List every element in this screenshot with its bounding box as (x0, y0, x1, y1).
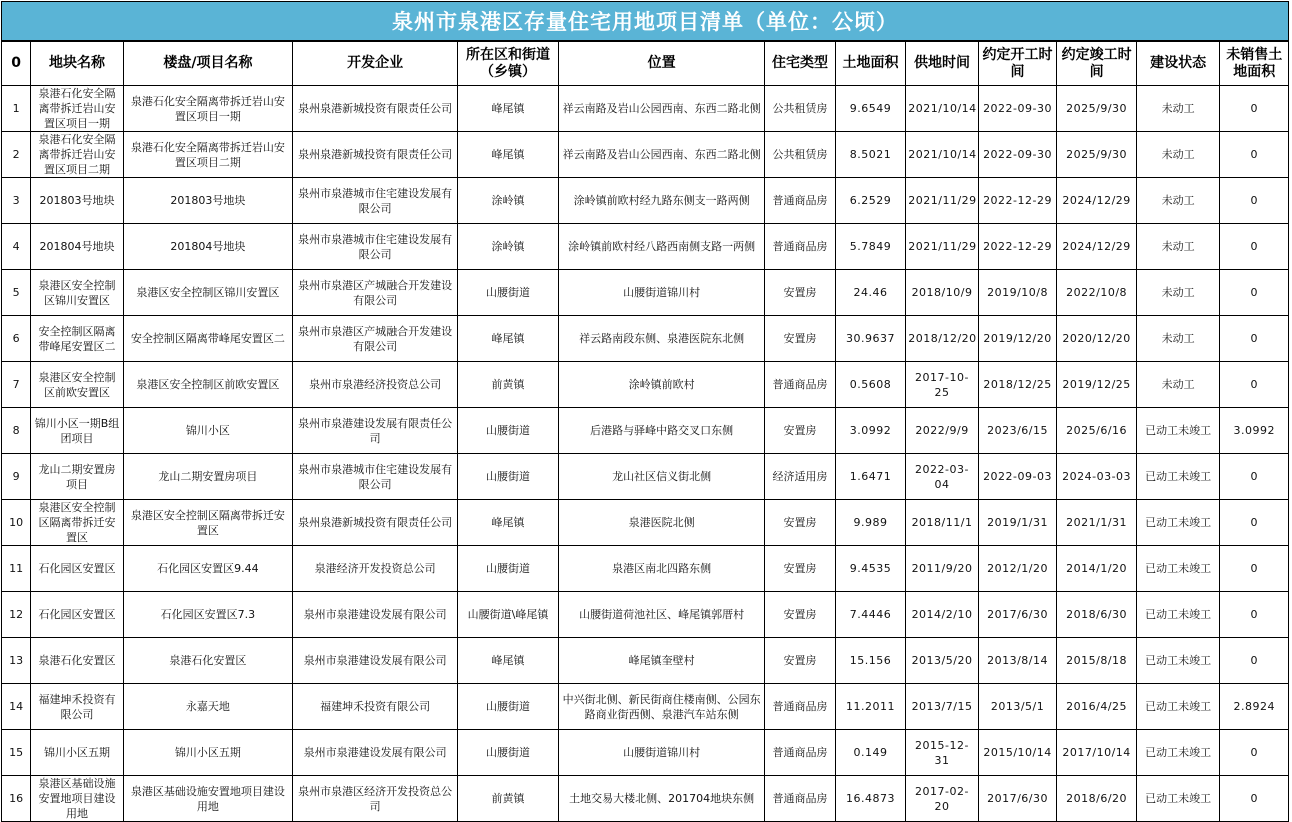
cell-developer: 泉州市泉港建设发展有限责任公司 (293, 408, 458, 454)
table-row (2, 592, 1289, 638)
cell-status: 已动工未竣工 (1136, 546, 1220, 592)
cell-unsold-area: 0 (1220, 592, 1289, 638)
cell-housing-type: 普通商品房 (765, 684, 835, 730)
cell-project-name: 泉港区基础设施安置地项目建设用地 (123, 776, 292, 822)
cell-housing-type: 安置房 (765, 500, 835, 546)
cell-project-name: 龙山二期安置房项目 (123, 454, 292, 500)
cell-developer: 泉州泉港新城投资有限责任公司 (293, 500, 458, 546)
cell-developer: 泉州市泉港建设发展有限公司 (293, 592, 458, 638)
cell-plot-name: 泉港区基础设施安置地项目建设用地 (31, 776, 124, 822)
cell-unsold-area: 0 (1220, 730, 1289, 776)
cell-plot-name: 锦川小区五期 (31, 730, 124, 776)
cell-housing-type: 普通商品房 (765, 362, 835, 408)
cell-land-area: 7.4446 (835, 592, 905, 638)
cell-unsold-area: 0 (1220, 776, 1289, 822)
cell-supply-date: 2017-10-25 (906, 362, 979, 408)
cell-status: 已动工未竣工 (1136, 730, 1220, 776)
cell-start-date: 2022-09-30 (978, 86, 1057, 132)
cell-start-date: 2013/8/14 (978, 638, 1057, 684)
cell-land-area: 1.6471 (835, 454, 905, 500)
cell-land-area: 0.149 (835, 730, 905, 776)
cell-district: 涂岭镇 (458, 224, 559, 270)
cell-completion-date: 2025/6/16 (1057, 408, 1137, 454)
cell-start-date: 2015/10/14 (978, 730, 1057, 776)
header-row (2, 42, 1289, 86)
cell-location: 涂岭镇前欧村经八路西南侧支路一两侧 (558, 224, 764, 270)
cell-developer: 泉州市泉港城市住宅建设发展有限公司 (293, 454, 458, 500)
cell-start-date: 2019/1/31 (978, 500, 1057, 546)
cell-plot-name: 201803号地块 (31, 178, 124, 224)
cell-project-name: 泉港区安全控制区前欧安置区 (123, 362, 292, 408)
cell-completion-date: 2025/9/30 (1057, 132, 1137, 178)
cell-housing-type: 安置房 (765, 316, 835, 362)
cell-supply-date: 2021/10/14 (906, 86, 979, 132)
cell-supply-date: 2021/10/14 (906, 132, 979, 178)
cell-project-name: 201804号地块 (123, 224, 292, 270)
cell-completion-date: 2019/12/25 (1057, 362, 1137, 408)
cell-index: 14 (2, 684, 31, 730)
cell-project-name: 泉港石化安全隔离带拆迁岩山安置区项目二期 (123, 132, 292, 178)
cell-district: 前黄镇 (458, 362, 559, 408)
cell-land-area: 9.4535 (835, 546, 905, 592)
cell-completion-date: 2024/12/29 (1057, 178, 1137, 224)
cell-location: 泉港医院北侧 (558, 500, 764, 546)
cell-housing-type: 公共租赁房 (765, 132, 835, 178)
header-developer: 开发企业 (293, 42, 458, 86)
cell-land-area: 15.156 (835, 638, 905, 684)
cell-plot-name: 安全控制区隔离带峰尾安置区二 (31, 316, 124, 362)
cell-completion-date: 2018/6/30 (1057, 592, 1137, 638)
cell-completion-date: 2024/12/29 (1057, 224, 1137, 270)
cell-plot-name: 石化园区安置区 (31, 592, 124, 638)
cell-status: 未动工 (1136, 178, 1220, 224)
cell-index: 3 (2, 178, 31, 224)
cell-supply-date: 2022-03-04 (906, 454, 979, 500)
cell-district: 峰尾镇 (458, 316, 559, 362)
header-supply-date: 供地时间 (906, 42, 979, 86)
cell-supply-date: 2015-12-31 (906, 730, 979, 776)
cell-start-date: 2022-12-29 (978, 178, 1057, 224)
cell-district: 山腰街道 (458, 730, 559, 776)
cell-plot-name: 泉港区安全控制区锦川安置区 (31, 270, 124, 316)
cell-housing-type: 安置房 (765, 546, 835, 592)
header-plot-name: 地块名称 (31, 42, 124, 86)
cell-developer: 福建坤禾投资有限公司 (293, 684, 458, 730)
cell-land-area: 5.7849 (835, 224, 905, 270)
cell-district: 山腰街道\峰尾镇 (458, 592, 559, 638)
cell-index: 8 (2, 408, 31, 454)
cell-index: 13 (2, 638, 31, 684)
cell-index: 7 (2, 362, 31, 408)
cell-project-name: 锦川小区五期 (123, 730, 292, 776)
cell-developer: 泉州市泉港区产城融合开发建设有限公司 (293, 316, 458, 362)
header-index: 0 (2, 42, 31, 86)
cell-completion-date: 2016/4/25 (1057, 684, 1137, 730)
cell-index: 15 (2, 730, 31, 776)
cell-project-name: 201803号地块 (123, 178, 292, 224)
cell-status: 已动工未竣工 (1136, 454, 1220, 500)
header-land-area: 土地面积 (835, 42, 905, 86)
cell-district: 前黄镇 (458, 776, 559, 822)
table-row (2, 316, 1289, 362)
cell-completion-date: 2025/9/30 (1057, 86, 1137, 132)
cell-housing-type: 公共租赁房 (765, 86, 835, 132)
cell-housing-type: 普通商品房 (765, 224, 835, 270)
cell-location: 涂岭镇前欧村 (558, 362, 764, 408)
cell-start-date: 2022-09-03 (978, 454, 1057, 500)
cell-developer: 泉州市泉港区产城融合开发建设有限公司 (293, 270, 458, 316)
cell-status: 已动工未竣工 (1136, 638, 1220, 684)
table-row (2, 500, 1289, 546)
cell-status: 未动工 (1136, 224, 1220, 270)
cell-completion-date: 2020/12/20 (1057, 316, 1137, 362)
cell-unsold-area: 0 (1220, 178, 1289, 224)
cell-land-area: 6.2529 (835, 178, 905, 224)
cell-status: 已动工未竣工 (1136, 500, 1220, 546)
cell-status: 未动工 (1136, 86, 1220, 132)
cell-project-name: 泉港石化安全隔离带拆迁岩山安置区项目一期 (123, 86, 292, 132)
cell-start-date: 2012/1/20 (978, 546, 1057, 592)
cell-land-area: 0.5608 (835, 362, 905, 408)
cell-status: 已动工未竣工 (1136, 408, 1220, 454)
cell-completion-date: 2018/6/20 (1057, 776, 1137, 822)
cell-supply-date: 2018/10/9 (906, 270, 979, 316)
cell-project-name: 锦川小区 (123, 408, 292, 454)
cell-land-area: 30.9637 (835, 316, 905, 362)
cell-start-date: 2022-12-29 (978, 224, 1057, 270)
cell-unsold-area: 0 (1220, 638, 1289, 684)
cell-supply-date: 2013/7/15 (906, 684, 979, 730)
cell-housing-type: 安置房 (765, 408, 835, 454)
cell-land-area: 8.5021 (835, 132, 905, 178)
header-start-date: 约定开工时间 (978, 42, 1057, 86)
cell-unsold-area: 0 (1220, 546, 1289, 592)
cell-developer: 泉州市泉港城市住宅建设发展有限公司 (293, 178, 458, 224)
table-row (2, 684, 1289, 730)
cell-district: 山腰街道 (458, 454, 559, 500)
cell-housing-type: 普通商品房 (765, 178, 835, 224)
cell-completion-date: 2024-03-03 (1057, 454, 1137, 500)
cell-supply-date: 2021/11/29 (906, 178, 979, 224)
cell-supply-date: 2011/9/20 (906, 546, 979, 592)
cell-unsold-area: 0 (1220, 132, 1289, 178)
cell-unsold-area: 2.8924 (1220, 684, 1289, 730)
cell-location: 山腰街道锦川村 (558, 270, 764, 316)
cell-district: 山腰街道 (458, 546, 559, 592)
cell-start-date: 2013/5/1 (978, 684, 1057, 730)
header-unsold-area: 未销售土地面积 (1220, 42, 1289, 86)
cell-plot-name: 泉港区安全控制区前欧安置区 (31, 362, 124, 408)
table-row (2, 270, 1289, 316)
cell-status: 已动工未竣工 (1136, 684, 1220, 730)
cell-index: 16 (2, 776, 31, 822)
cell-plot-name: 泉港石化安置区 (31, 638, 124, 684)
cell-plot-name: 泉港石化安全隔离带拆迁岩山安置区项目一期 (31, 86, 124, 132)
table-row (2, 178, 1289, 224)
cell-project-name: 永嘉天地 (123, 684, 292, 730)
cell-start-date: 2023/6/15 (978, 408, 1057, 454)
table-row (2, 546, 1289, 592)
table-row (2, 408, 1289, 454)
cell-project-name: 泉港区安全控制区隔离带拆迁安置区 (123, 500, 292, 546)
cell-developer: 泉州泉港新城投资有限责任公司 (293, 86, 458, 132)
cell-location: 祥云路南段东侧、泉港医院东北侧 (558, 316, 764, 362)
cell-index: 1 (2, 86, 31, 132)
cell-start-date: 2019/12/20 (978, 316, 1057, 362)
header-district: 所在区和街道（乡镇） (458, 42, 559, 86)
cell-housing-type: 普通商品房 (765, 730, 835, 776)
cell-plot-name: 泉港石化安全隔离带拆迁岩山安置区项目二期 (31, 132, 124, 178)
cell-status: 未动工 (1136, 362, 1220, 408)
cell-location: 泉港区南北四路东侧 (558, 546, 764, 592)
header-status: 建设状态 (1136, 42, 1220, 86)
cell-unsold-area: 0 (1220, 500, 1289, 546)
cell-start-date: 2019/10/8 (978, 270, 1057, 316)
cell-completion-date: 2021/1/31 (1057, 500, 1137, 546)
cell-housing-type: 经济适用房 (765, 454, 835, 500)
cell-unsold-area: 0 (1220, 224, 1289, 270)
cell-land-area: 3.0992 (835, 408, 905, 454)
cell-unsold-area: 0 (1220, 454, 1289, 500)
cell-status: 未动工 (1136, 316, 1220, 362)
cell-start-date: 2022-09-30 (978, 132, 1057, 178)
cell-district: 峰尾镇 (458, 638, 559, 684)
cell-developer: 泉州市泉港经济投资总公司 (293, 362, 458, 408)
table-row (2, 362, 1289, 408)
cell-index: 4 (2, 224, 31, 270)
cell-land-area: 9.989 (835, 500, 905, 546)
cell-district: 峰尾镇 (458, 86, 559, 132)
cell-completion-date: 2014/1/20 (1057, 546, 1137, 592)
cell-land-area: 9.6549 (835, 86, 905, 132)
cell-start-date: 2018/12/25 (978, 362, 1057, 408)
cell-plot-name: 201804号地块 (31, 224, 124, 270)
cell-location: 祥云南路及岩山公园西南、东西二路北侧 (558, 86, 764, 132)
cell-start-date: 2017/6/30 (978, 592, 1057, 638)
table-row (2, 776, 1289, 822)
table-row (2, 638, 1289, 684)
cell-unsold-area: 0 (1220, 362, 1289, 408)
cell-plot-name: 泉港区安全控制区隔离带拆迁安置区 (31, 500, 124, 546)
table-row (2, 132, 1289, 178)
cell-status: 已动工未竣工 (1136, 776, 1220, 822)
cell-project-name: 泉港区安全控制区锦川安置区 (123, 270, 292, 316)
cell-supply-date: 2014/2/10 (906, 592, 979, 638)
cell-supply-date: 2018/11/1 (906, 500, 979, 546)
cell-district: 峰尾镇 (458, 132, 559, 178)
cell-land-area: 16.4873 (835, 776, 905, 822)
cell-location: 土地交易大楼北侧、201704地块东侧 (558, 776, 764, 822)
header-location: 位置 (558, 42, 764, 86)
cell-location: 龙山社区信义街北侧 (558, 454, 764, 500)
cell-location: 峰尾镇奎壁村 (558, 638, 764, 684)
table-row (2, 454, 1289, 500)
cell-project-name: 安全控制区隔离带峰尾安置区二 (123, 316, 292, 362)
cell-location: 山腰街道锦川村 (558, 730, 764, 776)
cell-project-name: 石化园区安置区7.3 (123, 592, 292, 638)
cell-index: 10 (2, 500, 31, 546)
cell-index: 2 (2, 132, 31, 178)
table-title: 泉州市泉港区存量住宅用地项目清单（单位：公顷） (1, 1, 1289, 41)
cell-developer: 泉州市泉港区经济开发投资总公司 (293, 776, 458, 822)
cell-housing-type: 安置房 (765, 638, 835, 684)
table-row (2, 224, 1289, 270)
cell-supply-date: 2013/5/20 (906, 638, 979, 684)
cell-supply-date: 2017-02-20 (906, 776, 979, 822)
cell-completion-date: 2015/8/18 (1057, 638, 1137, 684)
cell-developer: 泉州市泉港建设发展有限公司 (293, 730, 458, 776)
header-completion-date: 约定竣工时间 (1057, 42, 1137, 86)
cell-district: 山腰街道 (458, 684, 559, 730)
table-body (2, 86, 1289, 822)
cell-plot-name: 锦川小区一期B组团项目 (31, 408, 124, 454)
cell-plot-name: 石化园区安置区 (31, 546, 124, 592)
cell-index: 11 (2, 546, 31, 592)
cell-location: 中兴街北侧、新民街商住楼南侧、公园东路商业街西侧、泉港汽车站东侧 (558, 684, 764, 730)
cell-completion-date: 2017/10/14 (1057, 730, 1137, 776)
cell-housing-type: 普通商品房 (765, 776, 835, 822)
cell-housing-type: 安置房 (765, 592, 835, 638)
cell-status: 未动工 (1136, 132, 1220, 178)
cell-land-area: 11.2011 (835, 684, 905, 730)
cell-land-area: 24.46 (835, 270, 905, 316)
cell-location: 山腰街道荷池社区、峰尾镇郭厝村 (558, 592, 764, 638)
cell-completion-date: 2022/10/8 (1057, 270, 1137, 316)
cell-location: 后港路与驿峰中路交叉口东侧 (558, 408, 764, 454)
table-row (2, 730, 1289, 776)
cell-location: 涂岭镇前欧村经九路东侧支一路两侧 (558, 178, 764, 224)
cell-district: 涂岭镇 (458, 178, 559, 224)
cell-location: 祥云南路及岩山公园西南、东西二路北侧 (558, 132, 764, 178)
cell-supply-date: 2021/11/29 (906, 224, 979, 270)
cell-index: 12 (2, 592, 31, 638)
cell-district: 峰尾镇 (458, 500, 559, 546)
table-row (2, 86, 1289, 132)
cell-developer: 泉州市泉港城市住宅建设发展有限公司 (293, 224, 458, 270)
cell-index: 9 (2, 454, 31, 500)
cell-unsold-area: 0 (1220, 316, 1289, 362)
cell-district: 山腰街道 (458, 270, 559, 316)
header-housing-type: 住宅类型 (765, 42, 835, 86)
cell-housing-type: 安置房 (765, 270, 835, 316)
cell-developer: 泉港经济开发投资总公司 (293, 546, 458, 592)
cell-plot-name: 龙山二期安置房项目 (31, 454, 124, 500)
cell-status: 未动工 (1136, 270, 1220, 316)
cell-status: 已动工未竣工 (1136, 592, 1220, 638)
cell-start-date: 2017/6/30 (978, 776, 1057, 822)
cell-index: 5 (2, 270, 31, 316)
header-project-name: 楼盘/项目名称 (123, 42, 292, 86)
cell-developer: 泉州泉港新城投资有限责任公司 (293, 132, 458, 178)
cell-index: 6 (2, 316, 31, 362)
cell-project-name: 石化园区安置区9.44 (123, 546, 292, 592)
cell-plot-name: 福建坤禾投资有限公司 (31, 684, 124, 730)
land-project-table (1, 41, 1289, 822)
cell-developer: 泉州市泉港建设发展有限公司 (293, 638, 458, 684)
cell-supply-date: 2022/9/9 (906, 408, 979, 454)
cell-district: 山腰街道 (458, 408, 559, 454)
cell-project-name: 泉港石化安置区 (123, 638, 292, 684)
cell-unsold-area: 0 (1220, 270, 1289, 316)
cell-supply-date: 2018/12/20 (906, 316, 979, 362)
cell-unsold-area: 0 (1220, 86, 1289, 132)
cell-unsold-area: 3.0992 (1220, 408, 1289, 454)
